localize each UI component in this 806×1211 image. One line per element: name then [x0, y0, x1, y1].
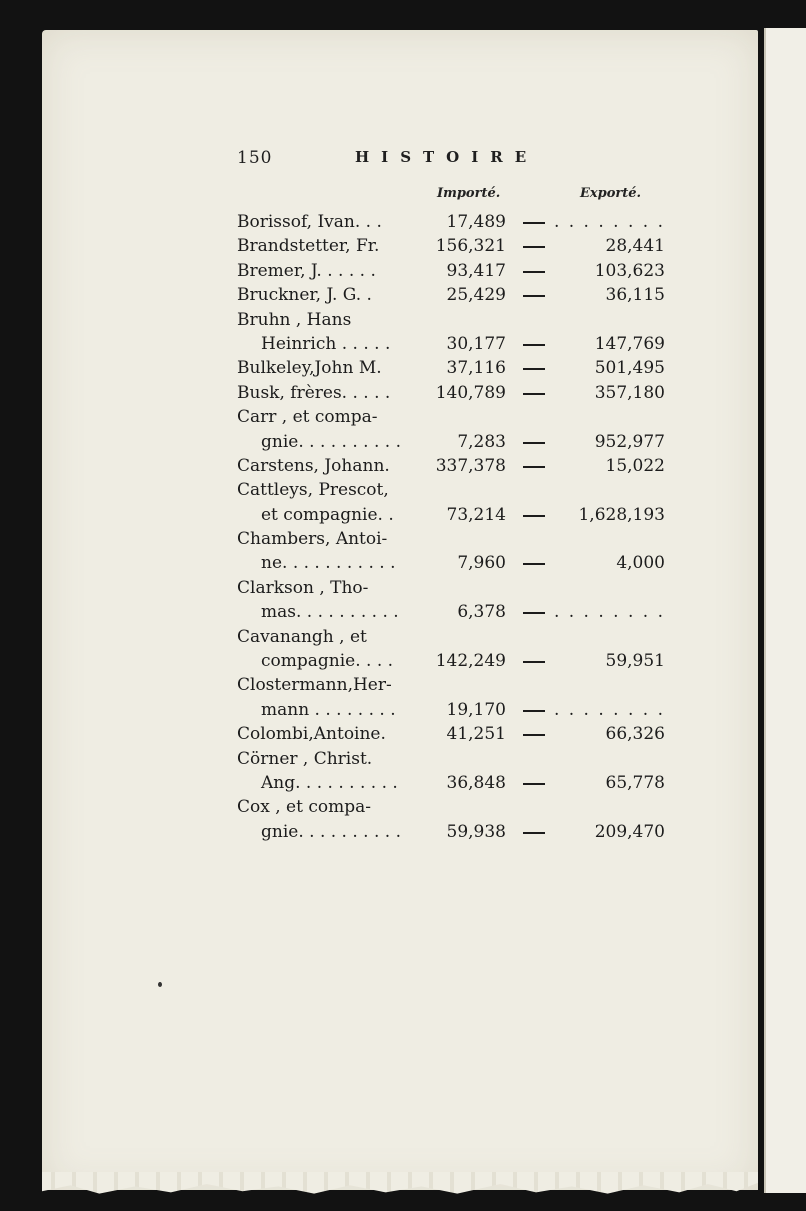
merchant-name: Cattleys, Prescot, [237, 480, 389, 501]
dash-separator [523, 222, 545, 224]
imported-value: 59,938 [446, 821, 506, 842]
imported-value: 93,417 [446, 260, 506, 281]
imported-value: 30,177 [446, 333, 506, 354]
merchant-name: Busk, frères. . . . . [237, 382, 391, 403]
table-row [237, 430, 665, 454]
table-row [237, 454, 665, 478]
exported-value: 1,628,193 [578, 504, 665, 525]
running-title: HISTOIRE [355, 148, 539, 166]
merchant-name: Cavanangh , et [237, 626, 367, 647]
exported-value: 501,495 [594, 358, 665, 379]
table-row [237, 795, 665, 819]
imported-value: 37,116 [446, 358, 506, 379]
dash-separator [523, 734, 545, 736]
exported-value: 15,022 [605, 455, 665, 476]
imported-value: 7,960 [457, 553, 506, 574]
merchant-name: gnie. . . . . . . . . . [261, 821, 402, 842]
trade-table [237, 210, 665, 844]
page-header [237, 148, 657, 172]
exported-value: 36,115 [605, 285, 665, 306]
exported-value: 28,441 [605, 236, 665, 257]
imported-value: 140,789 [435, 382, 506, 403]
table-row [237, 405, 665, 429]
facing-page-edge [764, 28, 806, 1193]
merchant-name: Carstens, Johann. [237, 455, 390, 476]
table-row [237, 527, 665, 551]
dash-separator [523, 612, 545, 614]
merchant-name: Colombi,Antoine. [237, 724, 386, 745]
table-row [237, 673, 665, 697]
dash-separator [523, 368, 545, 370]
merchant-name: Bremer, J. . . . . . [237, 260, 376, 281]
exported-value: 59,951 [605, 651, 665, 672]
exported-value: 147,769 [594, 333, 665, 354]
table-row [237, 381, 665, 405]
table-row [237, 600, 665, 624]
exported-value: 66,326 [605, 724, 665, 745]
dash-separator [523, 246, 545, 248]
table-row [237, 771, 665, 795]
table-row [237, 503, 665, 527]
dash-separator [523, 344, 545, 346]
dash-separator [523, 295, 545, 297]
imported-value: 19,170 [446, 699, 506, 720]
merchant-name: Chambers, Antoi- [237, 529, 388, 550]
merchant-name: Ang. . . . . . . . . . [261, 772, 398, 793]
exported-value: 4,000 [616, 553, 665, 574]
exported-value: . . . . . . . . [553, 602, 665, 623]
exported-column-header: Exporté. [580, 186, 642, 201]
merchant-name: Bulkeley,John M. [237, 358, 382, 379]
dash-separator [523, 393, 545, 395]
dash-separator [523, 832, 545, 834]
dash-separator [523, 271, 545, 273]
table-row [237, 576, 665, 600]
imported-value: 7,283 [457, 431, 506, 452]
merchant-name: ne. . . . . . . . . . . [261, 553, 396, 574]
merchant-name: Bruhn , Hans [237, 309, 352, 330]
merchant-name: et compagnie. . [261, 504, 394, 525]
dash-separator [523, 661, 545, 663]
imported-value: 25,429 [446, 285, 506, 306]
table-row [237, 747, 665, 771]
exported-value: 952,977 [594, 431, 665, 452]
page-number: 150 [237, 148, 273, 168]
table-row [237, 283, 665, 307]
exported-value: 209,470 [594, 821, 665, 842]
deckled-page-edge [42, 1172, 758, 1196]
table-row [237, 551, 665, 575]
merchant-name: Clarkson , Tho- [237, 577, 369, 598]
merchant-name: gnie. . . . . . . . . . [261, 431, 402, 452]
imported-value: 6,378 [457, 602, 506, 623]
merchant-name: Cörner , Christ. [237, 748, 373, 769]
merchant-name: mann . . . . . . . . [261, 699, 396, 720]
table-row [237, 259, 665, 283]
imported-value: 41,251 [446, 724, 506, 745]
table-row [237, 356, 665, 380]
merchant-name: Carr , et compa- [237, 407, 378, 428]
imported-column-header: Importé. [437, 186, 501, 201]
merchant-name: Brandstetter, Fr. [237, 236, 380, 257]
merchant-name: Heinrich . . . . . [261, 333, 391, 354]
table-row [237, 332, 665, 356]
exported-value: 103,623 [594, 260, 665, 281]
table-row [237, 210, 665, 234]
exported-value: . . . . . . . . [553, 212, 665, 232]
merchant-name: mas. . . . . . . . . . [261, 602, 399, 623]
dash-separator [523, 783, 545, 785]
imported-value: 142,249 [435, 651, 506, 672]
merchant-name: Bruckner, J. G. . [237, 285, 372, 306]
imported-value: 73,214 [446, 504, 506, 525]
exported-value: 65,778 [605, 772, 665, 793]
dash-separator [523, 466, 545, 468]
ink-speck [158, 982, 162, 987]
table-row [237, 698, 665, 722]
merchant-name: Cox , et compa- [237, 797, 371, 818]
imported-value: 17,489 [446, 212, 506, 232]
table-row [237, 478, 665, 502]
exported-value: . . . . . . . . [553, 699, 665, 720]
table-row [237, 649, 665, 673]
table-row [237, 820, 665, 844]
imported-value: 337,378 [435, 455, 506, 476]
merchant-name: compagnie. . . . [261, 651, 394, 672]
table-row [237, 625, 665, 649]
exported-value: 357,180 [594, 382, 665, 403]
merchant-name: Borissof, Ivan. . . [237, 212, 382, 232]
table-row [237, 308, 665, 332]
dash-separator [523, 442, 545, 444]
dash-separator [523, 710, 545, 712]
merchant-name: Clostermann,Her- [237, 675, 392, 696]
dash-separator [523, 563, 545, 565]
imported-value: 156,321 [435, 236, 506, 257]
dash-separator [523, 515, 545, 517]
table-row [237, 234, 665, 258]
imported-value: 36,848 [446, 772, 506, 793]
table-row [237, 722, 665, 746]
